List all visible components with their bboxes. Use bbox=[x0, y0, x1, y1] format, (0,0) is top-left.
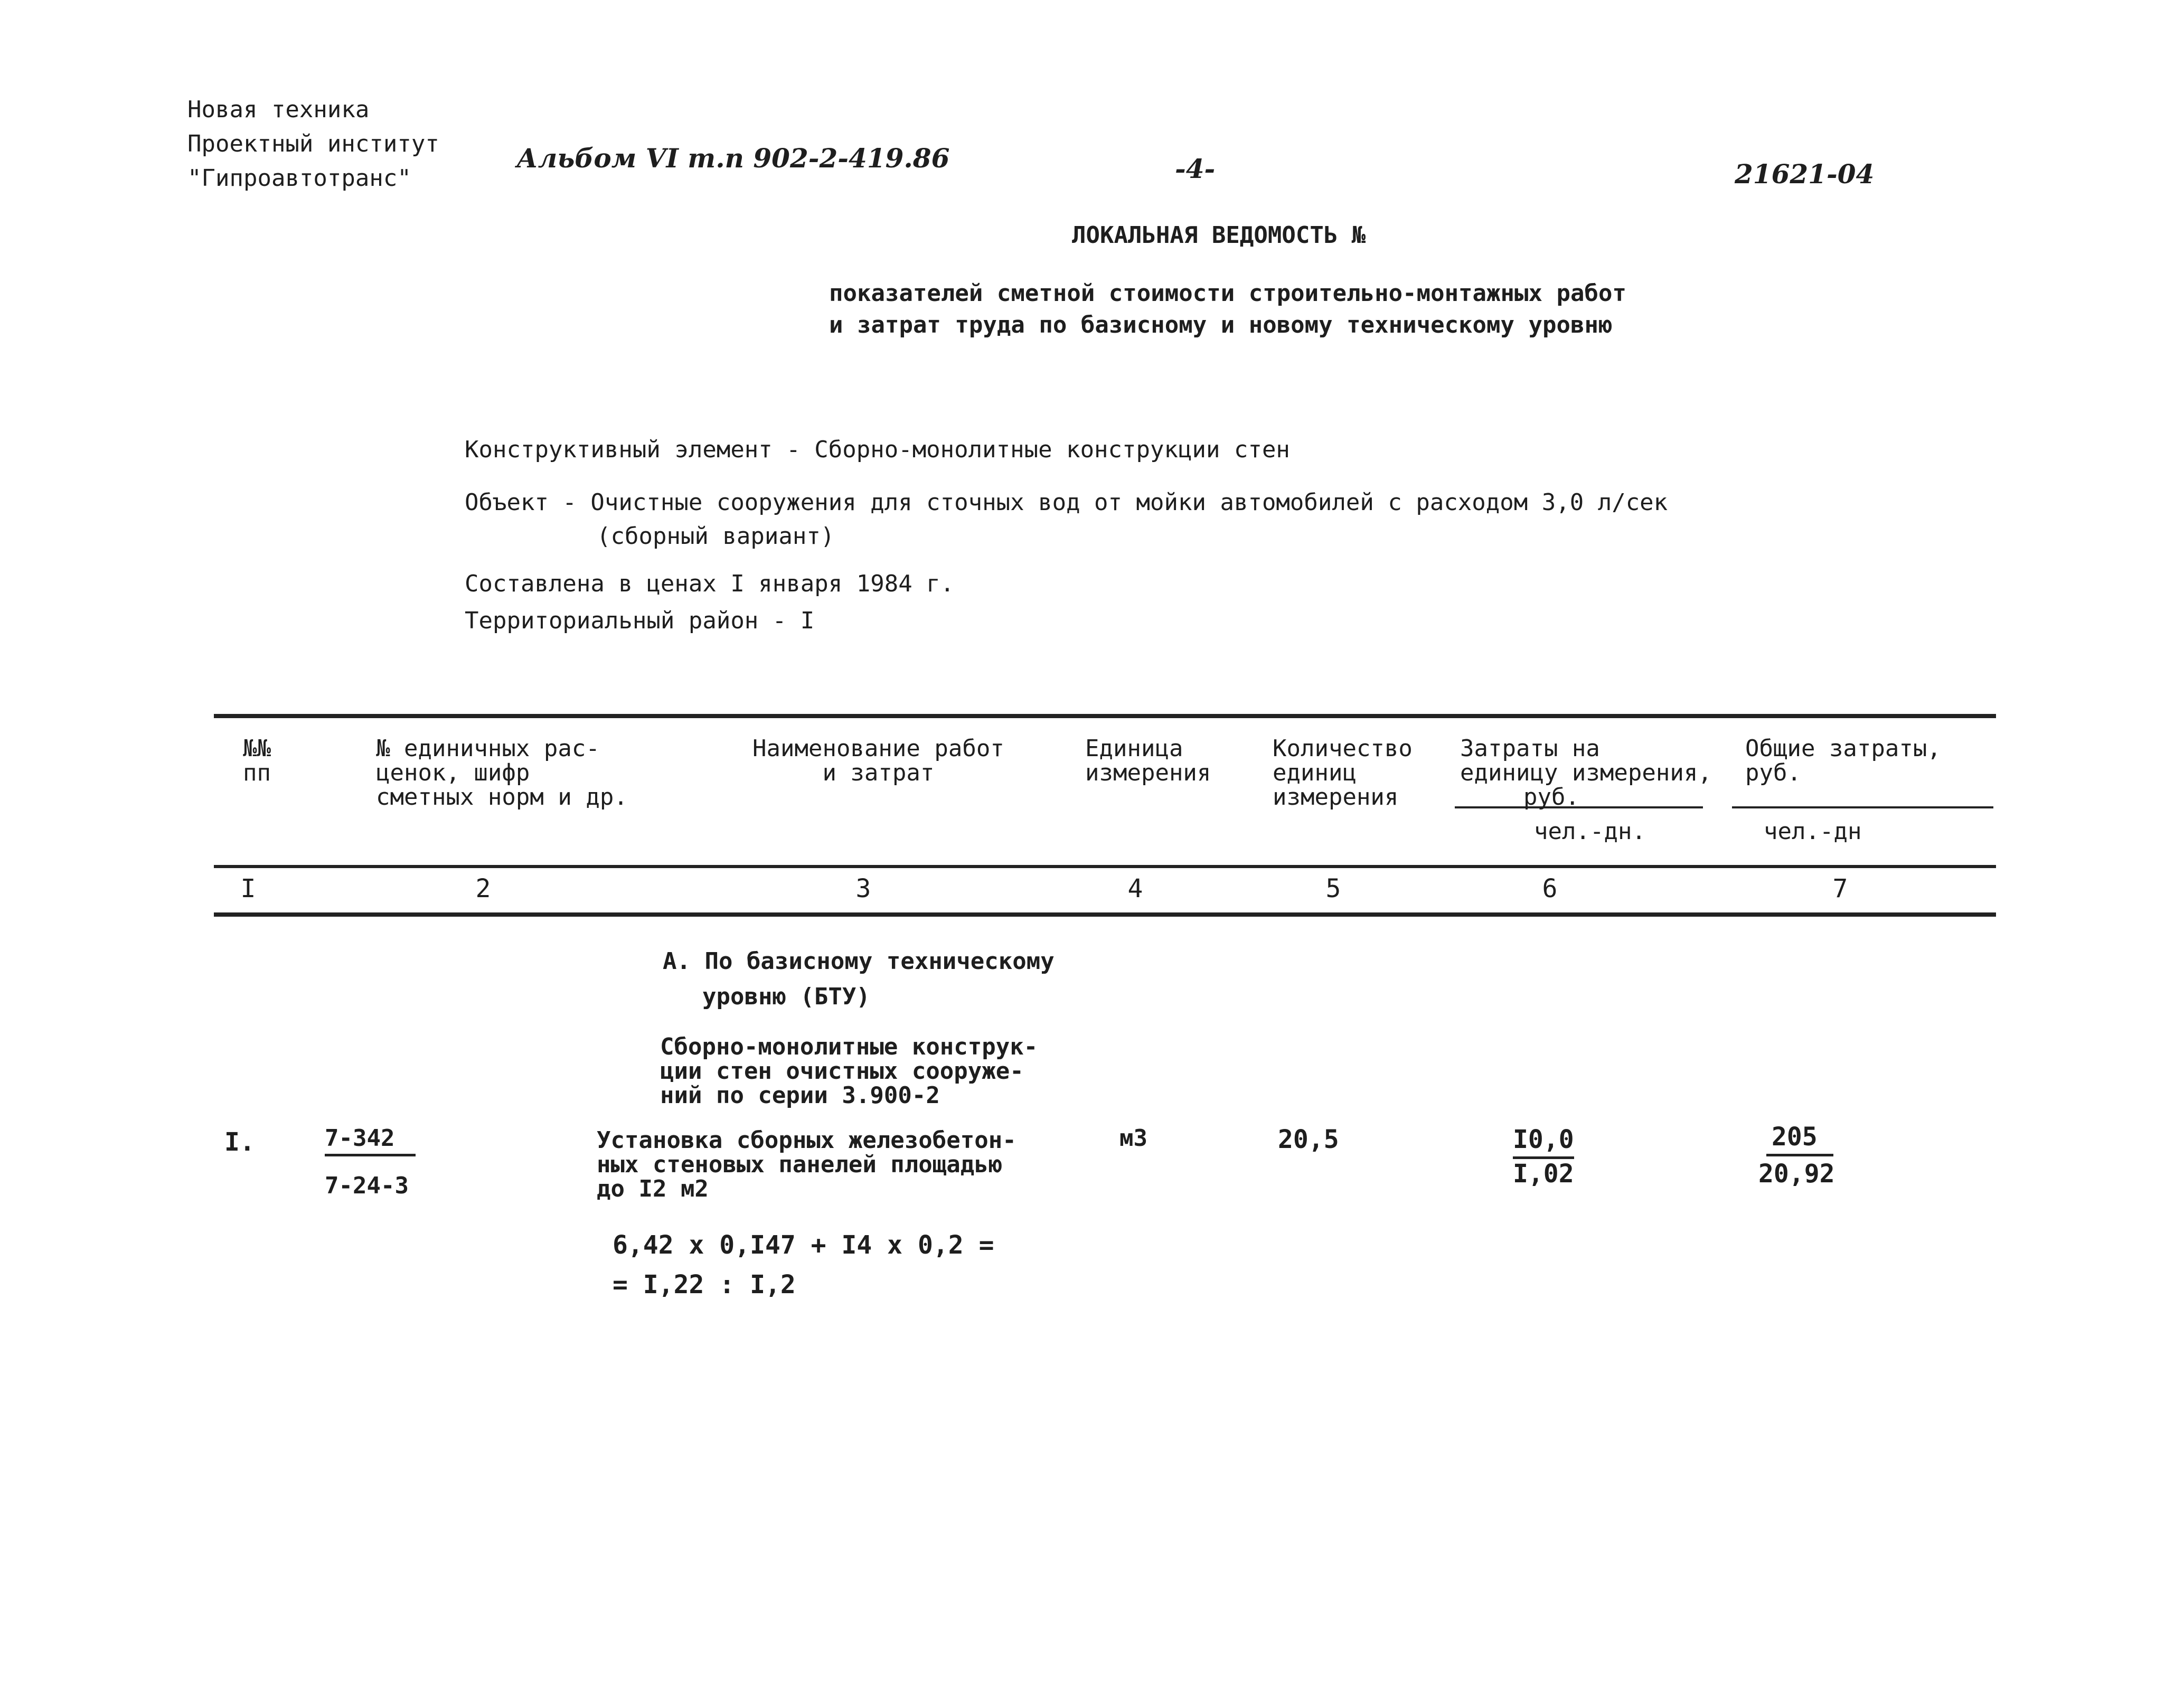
header-sub-rule-7 bbox=[1732, 806, 1993, 808]
row-1-cost-unit-top: I0,0 bbox=[1513, 1125, 1574, 1159]
page-number: -4- bbox=[1175, 153, 1216, 184]
row-1-cost-unit-bottom: I,02 bbox=[1513, 1159, 1574, 1189]
document-subtitle-1: показателей сметной стоимости строительно-монтажных работ bbox=[829, 280, 1626, 307]
header-col-6: Затраты на единицу измерения, руб. bbox=[1460, 735, 1712, 811]
object-line-1: Объект - Очистные сооружения для сточных вод от мойки автомобилей с расходом 3,0 л/сек bbox=[465, 489, 1668, 516]
row-1-unit: м3 bbox=[1119, 1125, 1147, 1152]
org-line-1: Новая техника bbox=[187, 96, 370, 123]
document-subtitle-2: и затрат труда по базисному и новому техническому уровню bbox=[829, 312, 1613, 338]
document-title: ЛОКАЛЬНАЯ ВЕДОМОСТЬ № bbox=[1072, 222, 1366, 249]
org-line-3: "Гипроавтотранс" bbox=[187, 165, 411, 192]
row-1-code-bottom: 7-24-3 bbox=[325, 1172, 409, 1199]
row-1-work-name: Установка сборных железобетон- ных стеновых панелей площадью до I2 м2 bbox=[597, 1127, 1016, 1203]
group-title: Сборно-монолитные конструк- ции стен очистных сооруже- ний по серии 3.900-2 bbox=[660, 1033, 1038, 1109]
section-title-line-2: уровню (БТУ) bbox=[702, 983, 870, 1010]
territorial-region: Территориальный район - I bbox=[465, 607, 815, 634]
price-basis: Составлена в ценах I января 1984 г. bbox=[465, 570, 955, 597]
org-line-2: Проектный институт bbox=[187, 130, 439, 157]
col-number-3: 3 bbox=[855, 874, 871, 903]
header-col-5: Количество единиц измерения bbox=[1273, 735, 1413, 811]
formula-line-2: = I,22 : I,2 bbox=[613, 1270, 796, 1300]
col-number-1: I bbox=[240, 874, 256, 903]
col-number-2: 2 bbox=[475, 874, 491, 903]
header-col-7-sub: чел.-дн bbox=[1764, 818, 1862, 845]
header-col-7: Общие затраты, руб. bbox=[1745, 735, 1941, 787]
row-1-cost-total-bottom: 20,92 bbox=[1758, 1159, 1835, 1189]
header-col-1: №№ пп bbox=[243, 735, 271, 787]
row-1-cost-total-top: 205 bbox=[1766, 1122, 1833, 1156]
col-number-5: 5 bbox=[1325, 874, 1341, 903]
section-title-line-1: А. По базисному техническому bbox=[663, 948, 1055, 975]
header-col-4: Единица измерения bbox=[1085, 735, 1211, 787]
object-line-2: (сборный вариант) bbox=[597, 523, 835, 550]
row-1-number: I. bbox=[224, 1127, 255, 1157]
col-number-4: 4 bbox=[1127, 874, 1143, 903]
header-bottom-rule bbox=[214, 865, 1996, 868]
header-col-3: Наименование работ и затрат bbox=[752, 735, 1004, 787]
header-col-6-sub: чел.-дн. bbox=[1534, 818, 1646, 845]
row-1-code-top: 7-342 bbox=[325, 1125, 416, 1156]
formula-line-1: 6,42 х 0,I47 + I4 х 0,2 = bbox=[613, 1230, 994, 1260]
header-col-2: № единичных рас- ценок, шифр сметных норм и др. bbox=[376, 735, 628, 811]
album-reference: Альбом VI т.п 902-2-419.86 bbox=[516, 143, 950, 174]
col-number-6: 6 bbox=[1542, 874, 1558, 903]
col-number-7: 7 bbox=[1832, 874, 1848, 903]
construct-element: Конструктивный элемент - Сборно-монолитные конструкции стен bbox=[465, 436, 1290, 463]
table-top-rule bbox=[214, 714, 1996, 718]
document-code: 21621-04 bbox=[1735, 158, 1875, 190]
row-1-quantity: 20,5 bbox=[1278, 1125, 1339, 1154]
col-numbers-bottom-rule bbox=[214, 912, 1996, 917]
